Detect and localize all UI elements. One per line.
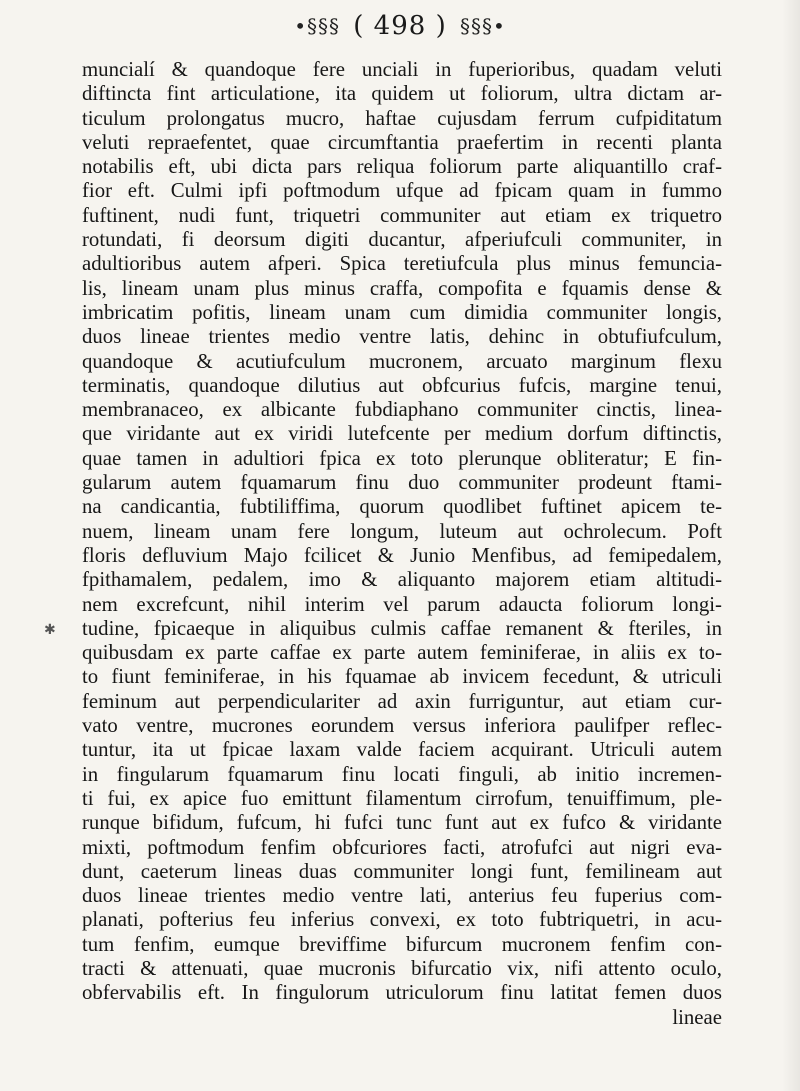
text-line: quae tamen in adultiori fpica ex toto plerunque obliteratur; E fin- xyxy=(82,446,722,470)
text-line: na candicantia, fubtiliffima, quorum quodlibet fuftinet apicem te- xyxy=(82,495,722,519)
text-line: vato ventre, mucrones eorundem versus inferiora paulifper reflec- xyxy=(82,714,722,738)
text-line: planati, pofterius feu inferius convexi, ex toto fubtriquetri, in acu- xyxy=(82,908,722,932)
text-line: duos lineae trientes medio ventre latis, dehinc in obtufiufculum, xyxy=(82,325,722,349)
text-line: ti fui, ex apice fuo emittunt filamentum cirrofum, tenuiffimum, ple- xyxy=(82,786,722,810)
text-line: fpithamalem, pedalem, imo & aliquanto majorem etiam altitudi- xyxy=(82,568,722,592)
text-line: imbricatim pofitis, lineam unam cum dimidia communiter longis, xyxy=(82,300,722,324)
text-line: gularum autem fquamarum finu duo communiter prodeunt ftami- xyxy=(82,471,722,495)
text-line: quibusdam ex parte caffae ex parte autem feminiferae, in aliis ex to- xyxy=(82,641,722,665)
page-edge-shadow xyxy=(782,0,800,1091)
text-line: notabilis eft, ubi dicta pars reliqua foliorum parte aliquantillo craf- xyxy=(82,155,722,179)
text-line: tuntur, ita ut fpicae laxam valde faciem acquirant. Utriculi autem xyxy=(82,738,722,762)
text-line: fuftinent, nudi funt, triquetri communiter aut etiam ex triquetro xyxy=(82,203,722,227)
text-line: feminum aut perpendiculariter ad axin furriguntur, aut etiam cur- xyxy=(82,689,722,713)
text-line: quandoque & acutiufculum mucronem, arcuato marginum flexu xyxy=(82,349,722,373)
text-line: adultioribus autem afperi. Spica teretiufcula plus minus femuncia- xyxy=(82,252,722,276)
text-line: obfervabilis eft. In fingulorum utriculorum finu latitat femen duos xyxy=(82,981,722,1005)
text-line: muncialí & quandoque fere unciali in fuperioribus, quadam veluti xyxy=(82,58,722,81)
text-line: to fiunt feminiferae, in his fquamae ab invicem fecedunt, & utriculi xyxy=(82,665,722,689)
text-line: rotundati, fi deorsum digiti ducantur, afperiufculi communiter, in xyxy=(82,228,722,252)
text-line: floris defluvium Majo fcilicet & Junio Menfibus, ad femipedalem, xyxy=(82,543,722,567)
text-line: tracti & attenuati, quae mucronis bifurcatio vix, nifi attento oculo, xyxy=(82,956,722,980)
body-text xyxy=(82,58,722,1030)
text-line: fior eft. Culmi ipfi poftmodum ufque ad fpicam quam in fummo xyxy=(82,179,722,203)
text-line: diftincta fint articulatione, ita quidem ut foliorum, ultra dictam ar- xyxy=(82,82,722,106)
text-line: nuem, lineam unam fere longum, luteum aut ochrolecum. Poft xyxy=(82,519,722,543)
text-line: tum fenfim, eumque breviffime bifurcum mucronem fenfim con- xyxy=(82,932,722,956)
text-line: ticulum prolongatus mucro, haftae cujusdam ferrum cufpiditatum xyxy=(82,106,722,130)
page-header xyxy=(0,10,800,41)
text-line: lis, lineam unam plus minus craffa, compofita e fquamis dense & xyxy=(82,276,722,300)
text-line: duos lineae trientes medio ventre lati, anterius feu fuperius com- xyxy=(82,884,722,908)
text-line: membranaceo, ex albicante fubdiaphano communiter cinctis, linea- xyxy=(82,398,722,422)
header-ornament-right: §§§• xyxy=(459,14,506,38)
text-line-catchword: lineae xyxy=(672,1005,722,1029)
header-ornament-left: •§§§ xyxy=(294,14,340,38)
text-line: nem excrefcunt, nihil interim vel parum adaucta foliorum longi- xyxy=(82,592,722,616)
text-line: mixti, poftmodum fenfim obfcuriores facti, atrofufci aut nigri eva- xyxy=(82,835,722,859)
text-line: tudine, fpicaeque in aliquibus culmis caffae remanent & fteriles, in xyxy=(82,616,722,640)
text-line: in fingularum fquamarum finu locati finguli, ab initio incremen- xyxy=(82,762,722,786)
text-line: runque bifidum, fufcum, hi fufci tunc funt aut ex fufco & viridante xyxy=(82,811,722,835)
text-line: que viridante aut ex viridi lutefcente per medium dorfum diftinctis, xyxy=(82,422,722,446)
text-line: veluti repraefentet, quae circumftantia praefertim in recenti planta xyxy=(82,130,722,154)
page-number: ( 498 ) xyxy=(353,11,447,41)
margin-mark: ✱ xyxy=(44,623,56,638)
text-line: dunt, caeterum lineas duas communiter longi funt, femilineam aut xyxy=(82,859,722,883)
text-line: terminatis, quandoque dilutius aut obfcurius fufcis, margine tenui, xyxy=(82,373,722,397)
